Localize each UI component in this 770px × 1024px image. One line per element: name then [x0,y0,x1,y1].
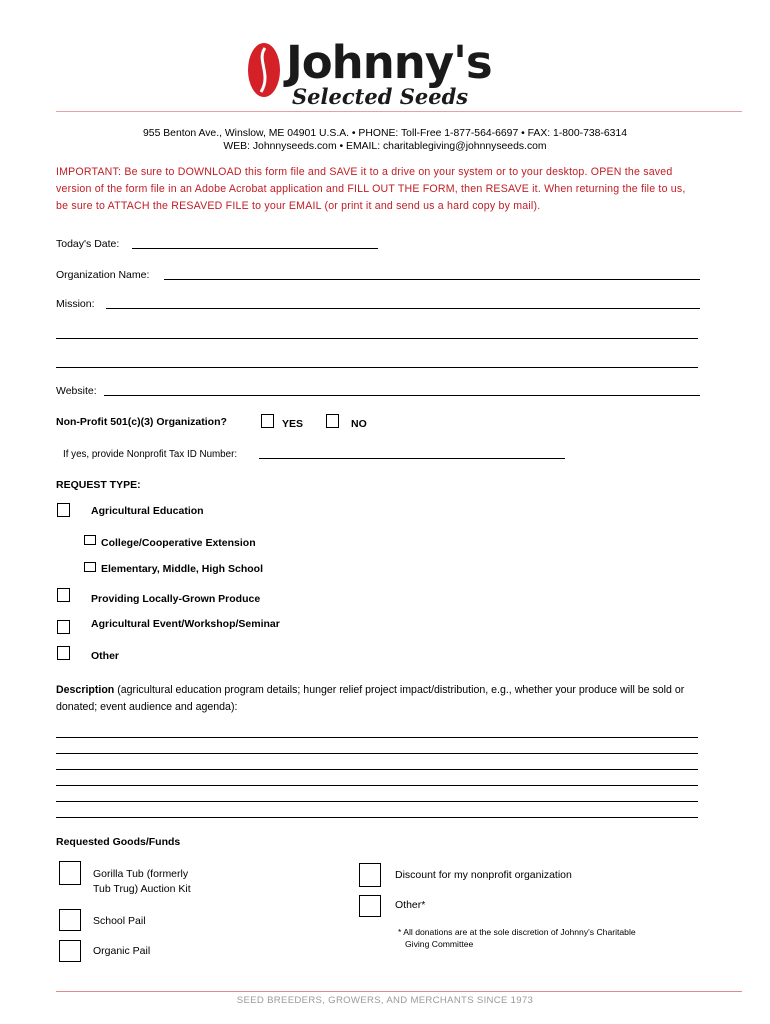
discount-checkbox[interactable] [359,863,381,887]
discount-label: Discount for my nonprofit organization [395,869,572,881]
local-produce-checkbox[interactable] [57,588,70,602]
logo [246,36,516,110]
header-divider [56,111,742,112]
website-field[interactable] [104,395,700,396]
school-checkbox[interactable] [84,562,96,572]
other-request-checkbox[interactable] [57,646,70,660]
agri-education-checkbox[interactable] [57,503,70,517]
event-checkbox[interactable] [57,620,70,634]
agri-education-label: Agricultural Education [91,505,204,517]
organic-pail-checkbox[interactable] [59,940,81,962]
college-extension-checkbox[interactable] [84,535,96,545]
yes-checkbox[interactable] [261,414,274,428]
college-extension-label: College/Cooperative Extension [101,537,256,549]
event-label: Agricultural Event/Workshop/Seminar [91,618,280,630]
school-label: Elementary, Middle, High School [101,563,263,575]
other-goods-checkbox[interactable] [359,895,381,917]
footer-divider [56,991,742,992]
nonprofit-label: Non-Profit 501(c)(3) Organization? [56,416,227,428]
date-label: Today's Date: [56,238,120,250]
mission-field-1[interactable] [106,308,700,309]
no-label: NO [351,418,367,430]
org-name-field[interactable] [164,279,700,280]
tax-id-label: If yes, provide Nonprofit Tax ID Number: [63,449,238,460]
gorilla-tub-label-2: Tub Trug) Auction Kit [93,883,191,895]
description-text [56,682,696,716]
description-line-1[interactable] [56,737,698,738]
footnote-line-1: * All donations are at the sole discretion of Johnny's Charitable [398,927,636,937]
description-label: Description [56,684,115,696]
logo-wordmark: Johnny's [286,36,492,89]
yes-label: YES [282,418,304,430]
description-line-6[interactable] [56,817,698,818]
description-hint: (agricultural education program details; hunger relief project impact/distribution, e.g., whether your produce will be sold or donated; event audience and agenda): [56,684,685,713]
other-request-label: Other [91,650,120,662]
organic-pail-label: Organic Pail [93,945,151,957]
no-checkbox[interactable] [326,414,339,428]
org-name-label: Organization Name: [56,269,150,281]
important-notice: IMPORTANT: Be sure to DOWNLOAD this form file and SAVE it to a drive on your system or to your desktop. OPEN the saved version of the form file in an Adobe Acrobat application and FILL OUT THE FORM, then RESAVE it. When returning the file to us, be sure to ATTACH the RESAVED FILE to your EMAIL (or print it and send us a hard copy by mail). [56,166,686,212]
description-line-4[interactable] [56,785,698,786]
gorilla-tub-checkbox[interactable] [59,861,81,885]
description-line-2[interactable] [56,753,698,754]
gorilla-tub-label-1: Gorilla Tub (formerly [93,868,189,880]
tax-id-field[interactable] [259,458,565,459]
mission-field-2[interactable] [56,338,698,339]
description-line-3[interactable] [56,769,698,770]
goods-heading: Requested Goods/Funds [56,836,181,848]
local-produce-label: Providing Locally-Grown Produce [91,593,261,605]
mission-field-3[interactable] [56,367,698,368]
footnote-line-2: Giving Committee [405,939,474,949]
contact-line-1: 955 Benton Ave., Winslow, ME 04901 U.S.A. • PHONE: Toll-Free 1-877-564-6697 • FAX: 1-800-738-6314 [143,128,627,139]
seed-icon [246,40,282,100]
other-goods-label: Other* [395,899,426,911]
school-pail-label: School Pail [93,915,146,927]
footer-tagline: SEED BREEDERS, GROWERS, AND MERCHANTS SINCE 1973 [236,995,534,1006]
date-field[interactable] [132,248,378,249]
mission-label: Mission: [56,298,95,310]
school-pail-checkbox[interactable] [59,909,81,931]
website-label: Website: [56,385,97,397]
request-type-heading: REQUEST TYPE: [56,479,141,491]
description-line-5[interactable] [56,801,698,802]
logo-tagline: Selected Seeds [292,84,469,109]
contact-line-2: WEB: Johnnyseeds.com • EMAIL: charitablegiving@johnnyseeds.com [223,141,547,152]
